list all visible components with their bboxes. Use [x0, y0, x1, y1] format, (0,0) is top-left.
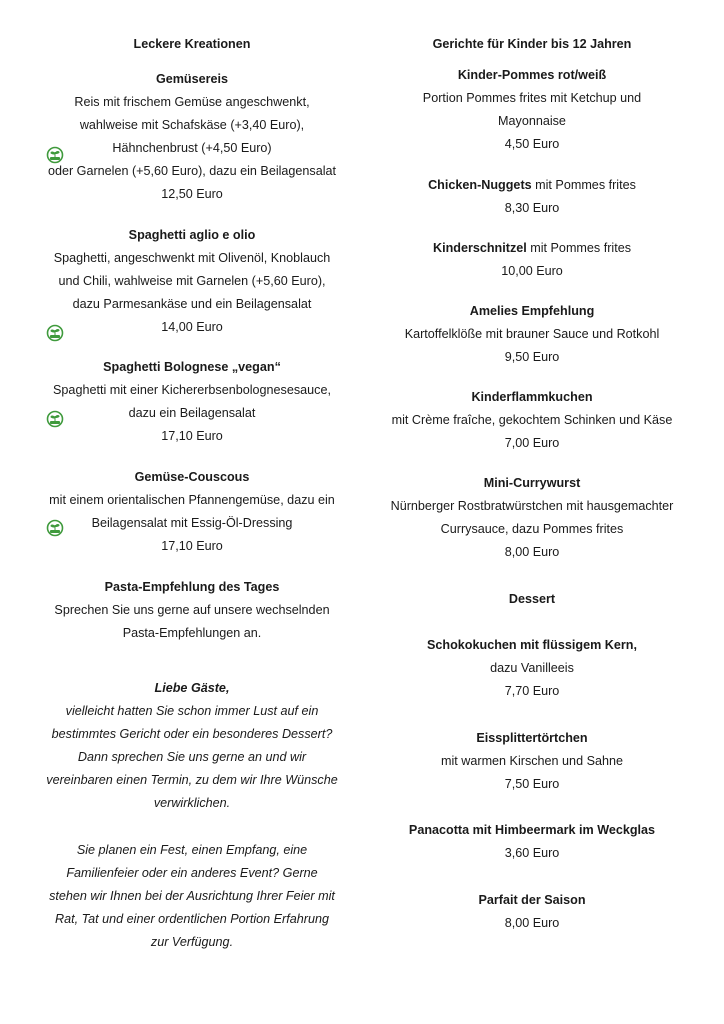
note-line: Familienfeier oder ein anderes Event? Gerne — [66, 866, 318, 880]
item-description: Portion Pommes frites mit Ketchup und — [422, 91, 642, 105]
note-line: vereinbaren einen Termin, zu dem wir Ihre Wünsche — [46, 773, 338, 787]
item-description: mit warmen Kirschen und Sahne — [440, 754, 623, 768]
item-title: Mini-Currywurst — [483, 476, 581, 490]
item-price: 12,50 Euro — [161, 187, 223, 201]
note-line: bestimmtes Gericht oder ein besonderes Dessert? — [51, 727, 333, 741]
note-line: vielleicht hatten Sie schon immer Lust auf ein — [65, 704, 319, 718]
item-title: Schokokuchen mit flüssigem Kern, — [427, 638, 637, 652]
veggie-icon — [46, 324, 64, 342]
item-description: wahlweise mit Schafskäse (+3,40 Euro), — [79, 118, 305, 132]
right-heading-block — [372, 33, 692, 56]
dessert-heading-block — [372, 588, 692, 611]
item-description: dazu ein Beilagensalat — [128, 406, 256, 420]
item-description: mit Crème fraîche, gekochtem Schinken und Käse — [391, 413, 673, 427]
item-price: 7,00 Euro — [504, 436, 560, 450]
item-title — [372, 174, 692, 197]
item-price: 9,50 Euro — [504, 350, 560, 364]
item-price: 8,00 Euro — [504, 545, 560, 559]
item-price: 3,60 Euro — [504, 846, 560, 860]
item-title: Kinderflammkuchen — [471, 390, 593, 404]
item-description: Beilagensalat mit Essig-Öl-Dressing — [91, 516, 293, 530]
item-description: oder Garnelen (+5,60 Euro), dazu ein Beilagensalat — [47, 164, 337, 178]
menu-item — [30, 466, 354, 558]
veggie-icon — [46, 410, 64, 428]
item-description: Spaghetti mit einer Kichererbsenbolognesesauce, — [53, 383, 331, 397]
kids-menu-item — [372, 472, 692, 564]
item-price: 8,30 Euro — [504, 201, 560, 215]
item-description: mit einem orientalischen Pfannengemüse, dazu ein — [49, 493, 335, 507]
section-heading: Gerichte für Kinder bis 12 Jahren — [432, 37, 632, 51]
note-line: Dann sprechen Sie uns gerne an und wir — [77, 750, 307, 764]
item-price: 4,50 Euro — [504, 137, 560, 151]
veggie-icon — [46, 519, 64, 537]
item-price: 7,70 Euro — [504, 684, 560, 698]
item-description: Mayonnaise — [498, 114, 566, 128]
kids-menu-item — [372, 174, 692, 220]
item-description: Currysauce, dazu Pommes frites — [440, 522, 624, 536]
dessert-item — [372, 634, 692, 703]
guest-note-2 — [30, 839, 354, 954]
item-title: Pasta-Empfehlung des Tages — [104, 580, 280, 594]
note-line: Rat, Tat und einer ordentlichen Portion Erfahrung — [55, 912, 329, 926]
dessert-item — [372, 727, 692, 796]
item-description: Spaghetti, angeschwenkt mit Olivenöl, Knoblauch — [53, 251, 331, 265]
item-price: 7,50 Euro — [504, 777, 560, 791]
kids-menu-item — [372, 64, 692, 156]
section-heading: Dessert — [508, 592, 556, 606]
menu-item — [30, 68, 354, 206]
section-heading: Leckere Kreationen — [133, 37, 251, 51]
item-price: 14,00 Euro — [161, 320, 223, 334]
menu-item — [30, 356, 354, 448]
menu-item — [30, 576, 354, 645]
item-description: Pasta-Empfehlungen an. — [122, 626, 262, 640]
note-line: verwirklichen. — [153, 796, 231, 810]
item-title: Kinder-Pommes rot/weiß — [457, 68, 607, 82]
item-title: Gemüsereis — [155, 72, 229, 86]
note-greeting: Liebe Gäste, — [154, 681, 230, 695]
item-title: Spaghetti Bolognese „vegan“ — [103, 360, 281, 374]
veggie-icon — [46, 146, 64, 164]
item-description: dazu Parmesankäse und ein Beilagensalat — [72, 297, 312, 311]
item-description: Hähnchenbrust (+4,50 Euro) — [112, 141, 272, 155]
item-description: und Chili, wahlweise mit Garnelen (+5,60 Euro), — [58, 274, 326, 288]
note-line: Sie planen ein Fest, einen Empfang, eine — [76, 843, 308, 857]
item-title: Eissplittertörtchen — [476, 731, 588, 745]
guest-note — [30, 677, 354, 815]
item-title: Amelies Empfehlung — [469, 304, 595, 318]
item-price: 10,00 Euro — [501, 264, 563, 278]
item-description: Sprechen Sie uns gerne auf unsere wechselnden — [54, 603, 330, 617]
item-description: Kartoffelklöße mit brauner Sauce und Rotkohl — [404, 327, 660, 341]
kids-menu-item — [372, 386, 692, 455]
item-title-rest: mit Pommes frites — [526, 241, 632, 255]
kids-menu-item — [372, 237, 692, 283]
item-description: Reis mit frischem Gemüse angeschwenkt, — [74, 95, 310, 109]
kids-menu-item — [372, 300, 692, 369]
item-title — [372, 237, 692, 260]
left-heading-block — [30, 33, 354, 56]
dessert-item — [372, 819, 692, 865]
item-price: 8,00 Euro — [504, 916, 560, 930]
item-title: Panacotta mit Himbeermark im Weckglas — [408, 823, 656, 837]
item-description: dazu Vanilleeis — [490, 661, 574, 675]
item-title-bold: Kinderschnitzel — [432, 241, 527, 255]
item-price: 17,10 Euro — [161, 429, 223, 443]
item-title: Parfait der Saison — [478, 893, 586, 907]
item-title-bold: Chicken-Nuggets — [428, 178, 532, 192]
note-line: stehen wir Ihnen bei der Ausrichtung Ihrer Feier mit — [49, 889, 335, 903]
item-title: Gemüse-Couscous — [134, 470, 250, 484]
note-line: zur Verfügung. — [150, 935, 234, 949]
menu-item — [30, 224, 354, 339]
item-title: Spaghetti aglio e olio — [128, 228, 256, 242]
item-description: Nürnberger Rostbratwürstchen mit hausgemachter — [390, 499, 674, 513]
item-price: 17,10 Euro — [161, 539, 223, 553]
item-title-rest: mit Pommes frites — [531, 178, 636, 192]
dessert-item — [372, 889, 692, 935]
